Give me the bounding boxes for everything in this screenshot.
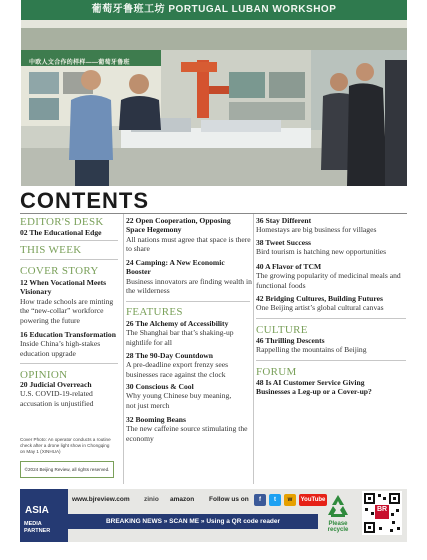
toc-entry-desc: The Shanghai bar that’s shaking-up [126,328,234,338]
follow-us-label: Follow us on [209,496,249,503]
toc-entry-desc: economy [126,433,154,443]
amazon-link[interactable]: amazon [170,496,195,503]
toc-entry[interactable] [256,262,408,290]
asia-subtitle-line: MEDIA PARTNER [24,521,51,534]
toc-entry-desc: All nations must agree that space is there [126,234,251,244]
toc-entry-desc: functional foods [256,280,306,290]
breaking-news-bar: BREAKING NEWS » SCAN ME » Using a QR code reader [68,514,318,529]
caption-line: on May 1 (XINHUA) [20,448,61,454]
toc-entry-title: Visionary [20,287,52,297]
toc-entry-title: 02 The Educational Edge [20,228,102,237]
toc-entry-title: Businesses a Leg-up or a Cover-up? [256,387,372,397]
toc-entry-desc: Bird tourism is hatching new opportunities [256,247,387,257]
asia-subtitle [24,521,68,534]
section-head-editors-desk: EDITOR'S DESK [20,216,104,228]
qr-code[interactable] [362,491,402,535]
facebook-icon[interactable]: f [254,494,266,506]
toc-entry-desc: Inside China’s high-stakes [20,339,101,349]
section-head-culture: CULTURE [256,324,308,336]
zinio-link[interactable]: zinio [144,496,159,503]
toc-entry[interactable] [20,330,122,358]
toc-entry-desc: The new caffeine source stimulating the [126,424,248,434]
toc-entry-desc: Homestays are big business for villages [256,225,377,235]
toc-entry-desc: How trade schools are minting [20,296,114,306]
toc-entry-title: Space Hegemony [126,225,182,235]
column-divider [253,214,254,484]
toc-entry[interactable] [126,319,252,347]
toc-entry-desc: Why young Chinese buy meaning, [126,391,232,401]
toc-entry-desc: The growing popularity of medicinal meals and [256,271,401,281]
toc-entry-title: 38 Tweet Success [256,238,311,247]
toc-entry-title: 16 Education Transformation [20,330,116,339]
toc-entry-title: 28 The 90-Day Countdown [126,351,213,360]
toc-entry-desc: businesses race against the clock [126,369,226,379]
photo-banner-text: 葡萄牙鲁班工坊 PORTUGAL LUBAN WORKSHOP [91,4,337,15]
section-head-cover-story: COVER STORY [20,265,99,277]
toc-entry-title: 26 The Alchemy of Accessibility [126,319,229,328]
toc-entry-desc: to share [126,244,150,254]
website-link[interactable]: www.bjreview.com [72,496,130,503]
toc-entry[interactable] [256,378,408,397]
toc-entry[interactable] [256,238,408,257]
asia-logo: ASIA [25,505,49,516]
footer-bar [20,489,407,542]
footer-links-row [72,493,326,508]
divider [20,240,118,241]
toc-entry-title: 40 A Flavor of TCM [256,262,322,271]
photo-sign-text: 中欧人文合作的样样——葡萄牙鲁班 [29,60,130,66]
divider [126,301,250,302]
toc-entry-desc: education upgrade [20,348,76,358]
toc-entry-title: 20 Judicial Overreach [20,380,92,389]
qr-badge: BR [376,506,388,513]
caption-line: check after a drone light show in Chongqing [20,442,110,448]
youtube-icon[interactable]: YouTube [299,494,327,506]
toc-entry-desc: the “new-collar” workforce [20,306,104,316]
toc-entry[interactable] [20,380,122,408]
toc-entry-title: 42 Bridging Cultures, Building Futures [256,294,383,303]
toc-entry-title: 48 Is AI Customer Service Giving [256,378,365,387]
toc-entry-title: 36 Stay Different [256,216,312,225]
section-head-features: FEATURES [126,306,183,318]
toc-entry-desc: powering the future [20,315,80,325]
toc-entry-title: Booster [126,267,151,277]
toc-entry[interactable] [126,258,252,296]
caption-line: Cover Photo: An operator conducts a routine [20,437,111,442]
section-head-forum: FORUM [256,366,297,378]
toc-entry-title: 24 Camping: A New Economic [126,258,225,267]
toc-entry[interactable] [256,336,408,355]
recycle-icon [324,493,352,519]
workshop-scene [21,0,407,186]
recycle-badge [320,493,356,538]
toc-entry[interactable] [20,228,102,237]
toc-entry-title: 30 Conscious & Cool [126,382,194,391]
toc-entry[interactable] [256,216,408,235]
column-divider [123,214,124,484]
section-head-this-week: THIS WEEK [20,244,82,256]
recycle-label: Please recycle [327,521,349,533]
weibo-icon[interactable]: w [284,494,296,506]
cover-photo [21,0,407,186]
divider [256,318,406,319]
toc-entry[interactable] [20,278,122,325]
section-head-opinion: OPINION [20,369,68,381]
toc-entry-desc: nightlife for all [126,337,172,347]
toc-entry[interactable] [126,415,252,443]
toc-entry-desc: One Beijing artist’s global cultural canvas [256,303,384,313]
asia-media-partner-badge[interactable] [20,489,68,542]
contents-title: CONTENTS [20,188,149,213]
toc-entry-desc: A pre-deadline export frenzy sees [126,360,229,370]
divider [20,363,118,364]
twitter-icon[interactable]: t [269,494,281,506]
toc-entry[interactable] [126,382,252,410]
toc-entry-desc: not just merch [126,400,170,410]
toc-entry-title: 22 Open Cooperation, Opposing [126,216,231,225]
toc-entry-desc: the wilderness [126,286,170,296]
toc-entry[interactable] [126,216,252,254]
toc-entry-desc: Business innovators are finding wealth in [126,276,252,286]
divider [20,259,118,260]
toc-entry[interactable] [126,351,252,379]
toc-entry-title: 46 Thrilling Descents [256,336,325,345]
copyright-notice: ©2024 Beijing Review, all rights reserved. [20,461,114,478]
toc-entry-title: 12 When Vocational Meets [20,278,107,287]
toc-entry-desc: Rappelling the mountains of Beijing [256,345,367,355]
divider [256,360,406,361]
toc-entry-desc: U.S. COVID-19-related [20,389,93,399]
qr-code-icon [362,491,402,535]
toc-entry-title: 32 Booming Beans [126,415,186,424]
toc-entry-desc: accusation is unjustified [20,398,94,408]
toc-entry[interactable] [256,294,408,313]
